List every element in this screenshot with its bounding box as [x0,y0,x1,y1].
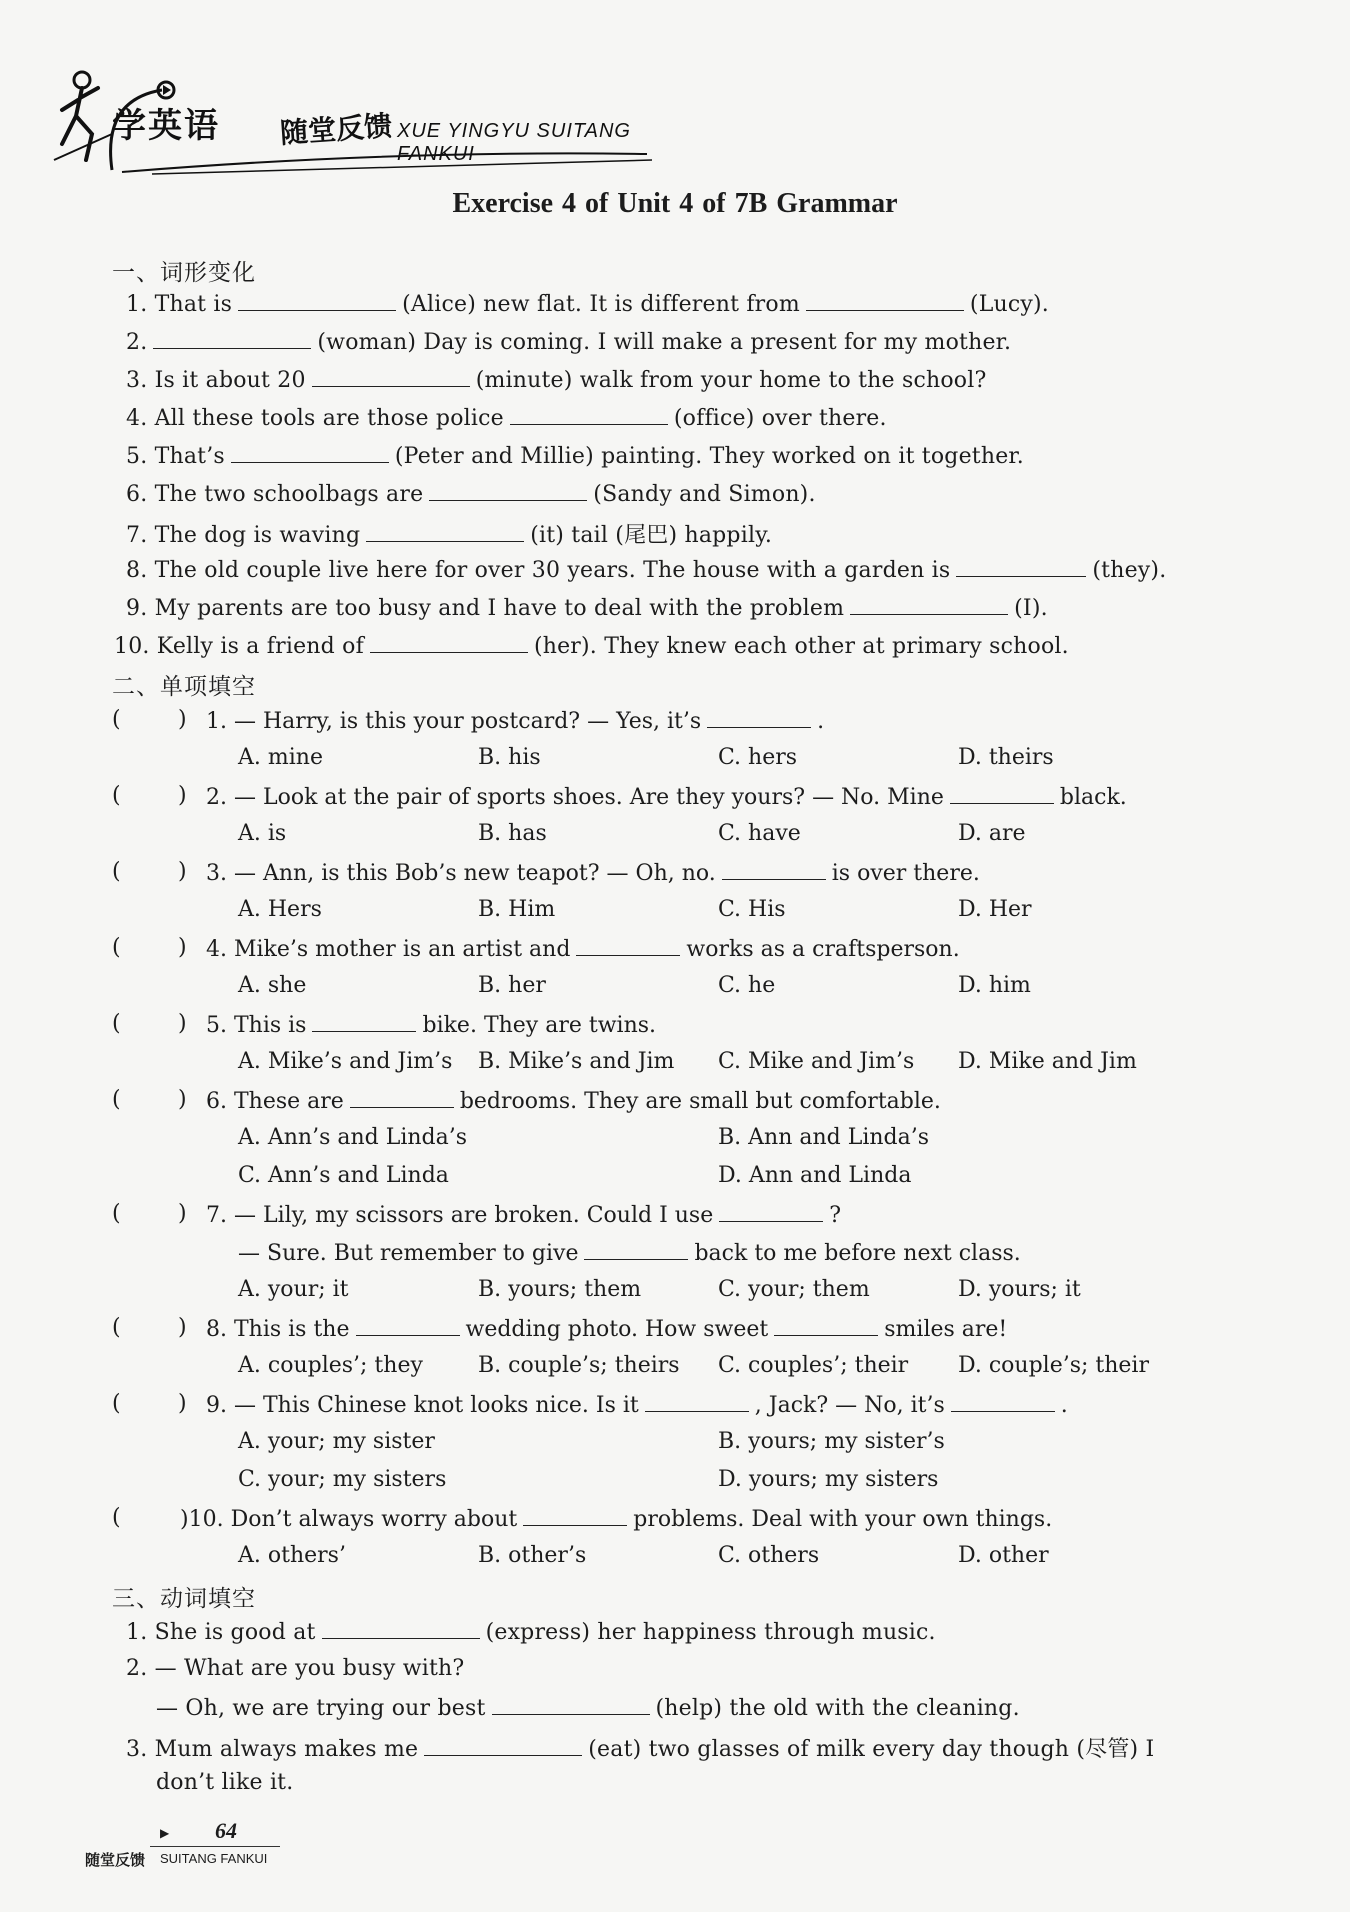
option-a[interactable]: A. is [238,821,287,846]
option-a[interactable]: A. your; my sister [238,1429,435,1454]
section2-heading: 二、单项填空 [112,674,256,700]
option-d[interactable]: D. Mike and Jim [958,1049,1137,1074]
answer-blank[interactable] [707,707,811,728]
option-c[interactable]: C. couples’; their [718,1353,909,1378]
s2-question-3: 3. — Ann, is this Bob’s new teapot? — Oh, no. is over there. [206,861,980,886]
option-b[interactable]: B. his [478,745,541,770]
s1-item-9: 9. My parents are too busy and I have to deal with the problem (I). [126,596,1048,621]
answer-blank[interactable] [510,404,668,425]
option-d[interactable]: D. yours; it [958,1277,1081,1302]
answer-paren[interactable]: ( ) [112,1391,187,1416]
section1-heading: 一、词形变化 [112,260,256,286]
answer-blank[interactable] [950,783,1054,804]
answer-blank[interactable] [584,1239,688,1260]
answer-blank[interactable] [366,521,524,542]
s2-question-2: 2. — Look at the pair of sports shoes. Are they yours? — No. Mine black. [206,785,1127,810]
option-d[interactable]: D. Ann and Linda [718,1163,912,1188]
footer-pinyin: SUITANG FANKUI [160,1851,268,1866]
s2-question-4: 4. Mike’s mother is an artist and works as a craftsperson. [206,937,960,962]
s2-question-9: 9. — This Chinese knot looks nice. Is it , Jack? — No, it’s . [206,1393,1068,1418]
option-b[interactable]: B. Mike’s and Jim [478,1049,675,1074]
footer-chinese: 随堂反馈 [85,1851,146,1869]
s2-question-10: )10. Don’t always worry about problems. Deal with your own things. [180,1507,1053,1532]
s1-item-7: 7. The dog is waving (it) tail (尾巴) happily. [126,523,773,548]
answer-blank[interactable] [492,1694,650,1715]
option-c[interactable]: C. Mike and Jim’s [718,1049,915,1074]
s1-item-6: 6. The two schoolbags are (Sandy and Simon). [126,482,816,507]
s2-question-6: 6. These are bedrooms. They are small but comfortable. [206,1089,941,1114]
option-a[interactable]: A. Hers [238,897,322,922]
answer-blank[interactable] [956,556,1086,577]
answer-blank[interactable] [370,632,528,653]
answer-blank[interactable] [350,1087,454,1108]
footer-divider [150,1846,280,1847]
option-a[interactable]: A. Mike’s and Jim’s [238,1049,453,1074]
s3-item-3-line2: don’t like it. [156,1770,294,1795]
option-b[interactable]: B. yours; them [478,1277,642,1302]
answer-paren[interactable]: ( [112,1505,121,1530]
option-d[interactable]: D. couple’s; their [958,1353,1149,1378]
option-d[interactable]: D. him [958,973,1031,998]
s2-question-1: 1. — Harry, is this your postcard? — Yes, it’s . [206,709,825,734]
option-d[interactable]: D. other [958,1543,1049,1568]
s3-item-2-line2: — Oh, we are trying our best (help) the old with the cleaning. [156,1696,1020,1721]
s1-item-4: 4. All these tools are those police (office) over there. [126,406,887,431]
footer-arrow-icon: ▶ [160,1826,170,1840]
option-d[interactable]: D. Her [958,897,1032,922]
option-a[interactable]: A. others’ [238,1543,346,1568]
option-c[interactable]: C. hers [718,745,798,770]
s2-question-7-line2: — Sure. But remember to give back to me before next class. [238,1241,1021,1266]
answer-blank[interactable] [523,1505,627,1526]
answer-blank[interactable] [231,442,389,463]
answer-blank[interactable] [238,290,396,311]
answer-blank[interactable] [645,1391,749,1412]
answer-paren[interactable]: ( ) [112,783,187,808]
s1-item-10: 10. Kelly is a friend of (her). They knew each other at primary school. [114,634,1069,659]
answer-blank[interactable] [356,1315,460,1336]
option-a[interactable]: A. couples’; they [238,1353,423,1378]
answer-blank[interactable] [312,1011,416,1032]
s2-question-8: 8. This is the wedding photo. How sweet smiles are! [206,1317,1008,1342]
page-number: 64 [215,1818,237,1843]
option-c[interactable]: C. His [718,897,786,922]
option-a[interactable]: A. she [238,973,307,998]
option-a[interactable]: A. Ann’s and Linda’s [238,1125,468,1150]
s1-item-8: 8. The old couple live here for over 30 years. The house with a garden is (they). [126,558,1167,583]
option-c[interactable]: C. your; them [718,1277,870,1302]
logo-chinese: 学英语 [112,106,220,146]
s2-question-5: 5. This is bike. They are twins. [206,1013,657,1038]
s3-item-2: 2. — What are you busy with? [126,1656,465,1681]
answer-blank[interactable] [153,328,311,349]
answer-paren[interactable]: ( ) [112,1315,187,1340]
option-b[interactable]: B. couple’s; theirs [478,1353,680,1378]
answer-blank[interactable] [951,1391,1055,1412]
option-c[interactable]: C. Ann’s and Linda [238,1163,449,1188]
option-b[interactable]: B. has [478,821,547,846]
section3-heading: 三、动词填空 [112,1586,256,1612]
answer-blank[interactable] [850,594,1008,615]
answer-paren[interactable]: ( ) [112,1201,187,1226]
option-b[interactable]: B. Ann and Linda’s [718,1125,930,1150]
header-logo [52,58,652,168]
answer-blank[interactable] [719,1201,823,1222]
logo-pinyin: XUE YINGYU SUITANG FANKUI [397,120,631,165]
s3-item-1: 1. She is good at (express) her happiness through music. [126,1620,936,1645]
s1-item-2: 2. (woman) Day is coming. I will make a present for my mother. [126,330,1012,355]
answer-paren[interactable]: ( ) [112,1087,187,1112]
answer-blank[interactable] [806,290,964,311]
option-c[interactable]: C. your; my sisters [238,1467,447,1492]
answer-paren[interactable]: ( ) [112,859,187,884]
option-b[interactable]: B. her [478,973,546,998]
option-b[interactable]: B. Him [478,897,556,922]
answer-blank[interactable] [424,1735,582,1756]
answer-blank[interactable] [774,1315,878,1336]
answer-blank[interactable] [722,859,826,880]
option-a[interactable]: A. mine [238,745,323,770]
option-c[interactable]: C. others [718,1543,820,1568]
option-a[interactable]: A. your; it [238,1277,349,1302]
answer-blank[interactable] [322,1618,480,1639]
option-c[interactable]: C. he [718,973,776,998]
answer-blank[interactable] [576,935,680,956]
option-b[interactable]: B. other’s [478,1543,587,1568]
s1-item-3: 3. Is it about 20 (minute) walk from your home to the school? [126,368,987,393]
option-d[interactable]: D. yours; my sisters [718,1467,939,1492]
s1-item-5: 5. That’s (Peter and Millie) painting. They worked on it together. [126,444,1024,469]
answer-paren[interactable]: ( ) [112,1011,187,1036]
page-title: Exercise 4 of Unit 4 of 7B Grammar [452,188,898,219]
answer-blank[interactable] [312,366,470,387]
s2-question-7: 7. — Lily, my scissors are broken. Could I use ? [206,1203,842,1228]
option-d[interactable]: D. theirs [958,745,1054,770]
option-b[interactable]: B. yours; my sister’s [718,1429,945,1454]
option-d[interactable]: D. are [958,821,1026,846]
s3-item-3: 3. Mum always makes me (eat) two glasses of milk every day though (尽管) I [126,1737,1155,1762]
answer-blank[interactable] [429,480,587,501]
answer-paren[interactable]: ( ) [112,707,187,732]
answer-paren[interactable]: ( ) [112,935,187,960]
s1-item-1: 1. That is (Alice) new flat. It is different from (Lucy). [126,292,1049,317]
logo-chinese-small: 随堂反馈 [279,109,394,150]
option-c[interactable]: C. have [718,821,801,846]
